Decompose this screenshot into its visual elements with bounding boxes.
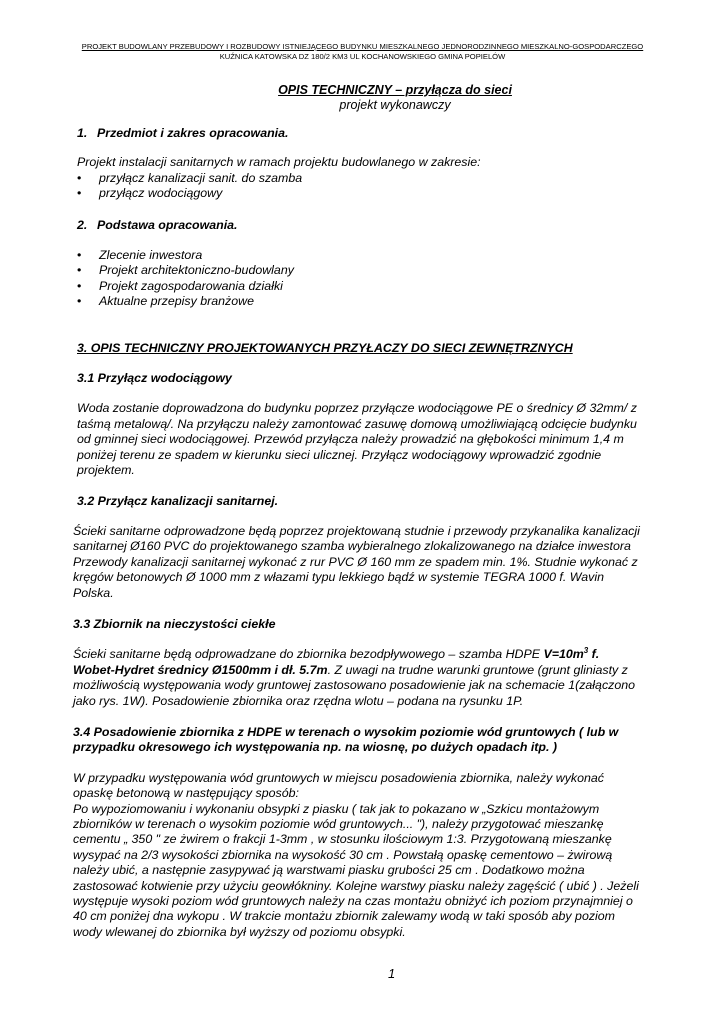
section-3-1-line: projektem. bbox=[77, 463, 135, 478]
header-location: KUŹNICA KATOWSKA DZ 180/2 KM3 UL KOCHANOWSKIEGO GMINA POPIELÓW bbox=[219, 52, 506, 61]
tank-volume-value: V=10m bbox=[543, 647, 584, 662]
section-3-heading: 3. OPIS TECHNICZNY PROJEKTOWANYCH PRZYŁACZY DO SIECI ZEWNĘTRZNYCH bbox=[77, 340, 573, 355]
section-3-4-line: wysypać na 2/3 wysokości zbiornika na wysokość 30 cm . Powstałą opaskę cementowo – żwirową bbox=[73, 847, 613, 862]
section-3-4-line: zbiorników w terenach o wysokim poziomie wód gruntowych... "), należy przygotować mieszankę bbox=[73, 817, 604, 831]
section-3-1-line: poniżej terenu ze spadem w kierunku sieci ulicznej. Przyłącz wodociągowy wprowadzić zgodnie bbox=[77, 447, 602, 462]
page-header bbox=[0, 42, 725, 62]
section-1-heading bbox=[77, 126, 689, 141]
section-3-2-heading: 3.2 Przyłącz kanalizacji sanitarnej. bbox=[77, 493, 279, 508]
section-1-intro: Projekt instalacji sanitarnych w ramach projektu budowlanego w zakresie: bbox=[77, 155, 481, 170]
section-3-2-line: Ścieki sanitarne odprowadzone będą poprzez projektowaną studnie i przewody przykanalika kanalizacji bbox=[73, 523, 640, 538]
page-number: 1 bbox=[388, 966, 396, 981]
list-item: • Projekt architektoniczno-budowlany bbox=[77, 263, 689, 278]
section-3-4-line: opaskę betonową w następujący sposób: bbox=[73, 786, 299, 801]
list-item: • Projekt zagospodarowania działki bbox=[77, 279, 689, 294]
section-3-3-line bbox=[73, 663, 689, 678]
section-3-3-text: Ścieki sanitarne będą odprowadzane do zbiornika bezodpływowego – szamba HDPE bbox=[73, 647, 544, 662]
section-1-list bbox=[77, 171, 689, 202]
section-3-4-line: wody wlewanej do zbiornika był wyższy od poziomu obsypki. bbox=[73, 924, 406, 939]
section-3-4-line: występuje wysoki poziom wód gruntowych należy na czas montażu obniżyć ich poziom przynajmniej o bbox=[73, 894, 633, 909]
section-2-number: 2. bbox=[77, 217, 88, 232]
section-3-2-line: kręgów betonowych Ø 1000 mm z włazami typu lekkiego bądź w systemie TEGRA 1000 f. Wavin bbox=[73, 570, 604, 585]
tank-volume bbox=[543, 647, 599, 661]
section-3-3-line: jako rys. 1W). Posadowienie zbiornika oraz rzędna wlotu – podana na rysunku 1P. bbox=[73, 693, 524, 708]
section-2-title: Podstawa opracowania. bbox=[97, 217, 238, 232]
tank-volume-suffix: f. bbox=[588, 647, 600, 662]
section-1-title: Przedmiot i zakres opracowania. bbox=[97, 126, 289, 140]
section-3-4-heading: 3.4 Posadowienie zbiornika z HDPE w terenach o wysokim poziomie wód gruntowych ( lub w bbox=[73, 724, 619, 739]
section-3-2-line: Przewody kanalizacji sanitarnej wykonać z rur PVC Ø 160 mm ze spadem min. 1%. Studnie wykonać z bbox=[73, 554, 638, 569]
document-subtitle: projekt wykonawczy bbox=[339, 98, 451, 112]
section-3-1-line: od gminnej sieci wodociągowej. Przewód przyłącza należy prowadzić na głębokości minimum 1,4 m bbox=[77, 432, 624, 447]
section-3-4-heading: przypadku okresowego ich występowania np. na wiosnę, po dużych opadach itp. ) bbox=[73, 740, 557, 755]
section-3-3-heading: 3.3 Zbiornik na nieczystości ciekłe bbox=[73, 616, 276, 631]
list-item: • Aktualne przepisy branżowe bbox=[77, 294, 689, 309]
section-3-3-line: możliwością występowania wody gruntowej zastosowano posadowienie jak na schemacie 1(załączono bbox=[73, 678, 636, 693]
section-3-4-line: Po wypoziomowaniu i wykonaniu obsypki z piasku ( tak jak to pokazano w „Szkicu montażowym bbox=[73, 801, 600, 816]
section-3-4-line: zastosować kotwienie przy użyciu geowłókniny. Kolejne warstwy piasku należy zagęścić ( ubić ) . Jeżeli bbox=[73, 878, 639, 893]
section-3-3-text: . Z uwagi na trudne warunki gruntowe (grunt gliniasty z bbox=[327, 662, 628, 677]
list-item: • Zlecenie inwestora bbox=[77, 248, 689, 263]
document-body bbox=[73, 126, 689, 940]
section-3-4-line: W przypadku występowania wód gruntowych w miejscu posadowienia zbiornika, należy wykonać bbox=[73, 770, 604, 785]
section-3-3-line bbox=[73, 647, 689, 662]
section-3-1-line: Woda zostanie doprowadzona do budynku poprzez przyłącze wodociągowe PE o średnicy Ø 32mm/ z bbox=[77, 401, 637, 416]
document-title: OPIS TECHNICZNY – przyłącza do sieci bbox=[278, 83, 512, 97]
section-2-heading bbox=[77, 218, 689, 233]
section-2-list bbox=[77, 248, 689, 310]
section-3-2-line: sanitarnej Ø160 PVC do projektowanego szamba wybieralnego zlokalizowanego na działce inwestora bbox=[73, 539, 631, 554]
section-3-3 bbox=[73, 617, 689, 940]
title-block bbox=[0, 83, 725, 113]
section-3-1-heading: 3.1 Przyłącz wodociągowy bbox=[77, 371, 232, 386]
header-project-title: PROJEKT BUDOWLANY PRZEBUDOWY I ROZBUDOWY ISTNIEJĄCEGO BUDYNKU MIESZKALNEGO JEDNORODZINNEGO MIESZKALNO-GOSPODARCZEGO bbox=[81, 42, 644, 51]
section-3-1-line: taśmą metalową/. Na przyłączu należy zamontować zasuwę domową umożliwiającą odcięcie budynku bbox=[77, 416, 637, 431]
section-1-number: 1. bbox=[77, 126, 88, 140]
section-3-4-line: należy ubić, a następnie zasypywać ją warstwami piasku grubości 25 cm . Dodatkowo można bbox=[73, 863, 585, 878]
section-3-2-body bbox=[73, 524, 689, 601]
tank-volume-exponent: 3 bbox=[583, 646, 589, 656]
section-3-4-line: 40 cm poniżej dna wykopu . W trakcie montażu zbiornik zalewamy wodą w taki sposób aby poziom bbox=[73, 909, 615, 924]
tank-spec: Wobet-Hydret średnicy Ø1500mm i dł. 5.7m bbox=[73, 662, 328, 677]
list-item: • przyłącz kanalizacji sanit. do szamba bbox=[77, 171, 689, 186]
section-3-2-line: Polska. bbox=[73, 585, 114, 600]
section-3-4-line: cementu „ 350 " ze żwirem o frakcji 1-3mm , w stosunku ilościowym 1:3. Przygotowaną mieszankę bbox=[73, 832, 612, 847]
list-item: • przyłącz wodociągowy bbox=[77, 186, 689, 201]
